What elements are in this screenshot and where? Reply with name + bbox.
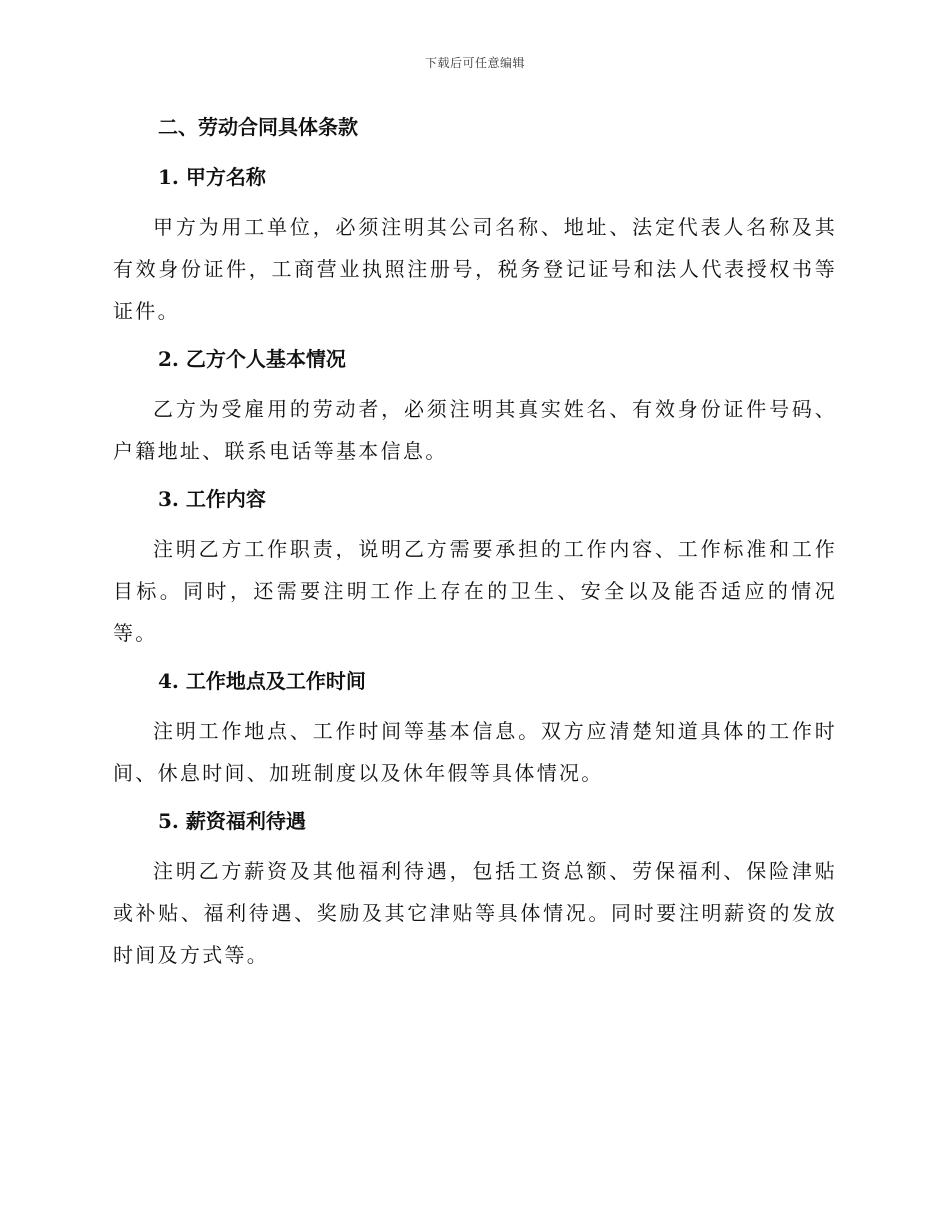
- clause-body: 注明乙方薪资及其他福利待遇，包括工资总额、劳保福利、保险津贴或补贴、福利待遇、奖励及其它津贴等具体情况。同时要注明薪资的发放时间及方式等。: [113, 859, 837, 967]
- document-body: [113, 112, 837, 988]
- clause-2: [113, 344, 837, 472]
- clause-heading: 1. 甲方名称: [158, 165, 266, 189]
- clause-5: [113, 806, 837, 976]
- clause-3: [113, 484, 837, 654]
- clause-body: 甲方为用工单位，必须注明其公司名称、地址、法定代表人名称及其有效身份证件，工商营业执照注册号，税务登记证号和法人代表授权书等证件。: [113, 215, 837, 323]
- clause-heading: 3. 工作内容: [158, 487, 266, 511]
- clause-heading: 5. 薪资福利待遇: [158, 809, 306, 833]
- clause-heading: 2. 乙方个人基本情况: [158, 347, 346, 371]
- clause-4: [113, 666, 837, 794]
- section-title: 二、劳动合同具体条款: [158, 115, 358, 139]
- page-header-note: 下载后可任意编辑: [424, 56, 525, 70]
- clause-1: [113, 162, 837, 332]
- clause-body: 注明工作地点、工作时间等基本信息。双方应清楚知道具体的工作时间、休息时间、加班制度以及休年假等具体情况。: [113, 719, 837, 785]
- clause-heading: 4. 工作地点及工作时间: [158, 669, 366, 693]
- clause-body: 注明乙方工作职责，说明乙方需要承担的工作内容、工作标准和工作目标。同时，还需要注明工作上存在的卫生、安全以及能否适应的情况等。: [113, 537, 837, 645]
- clause-body: 乙方为受雇用的劳动者，必须注明其真实姓名、有效身份证件号码、户籍地址、联系电话等基本信息。: [113, 397, 837, 463]
